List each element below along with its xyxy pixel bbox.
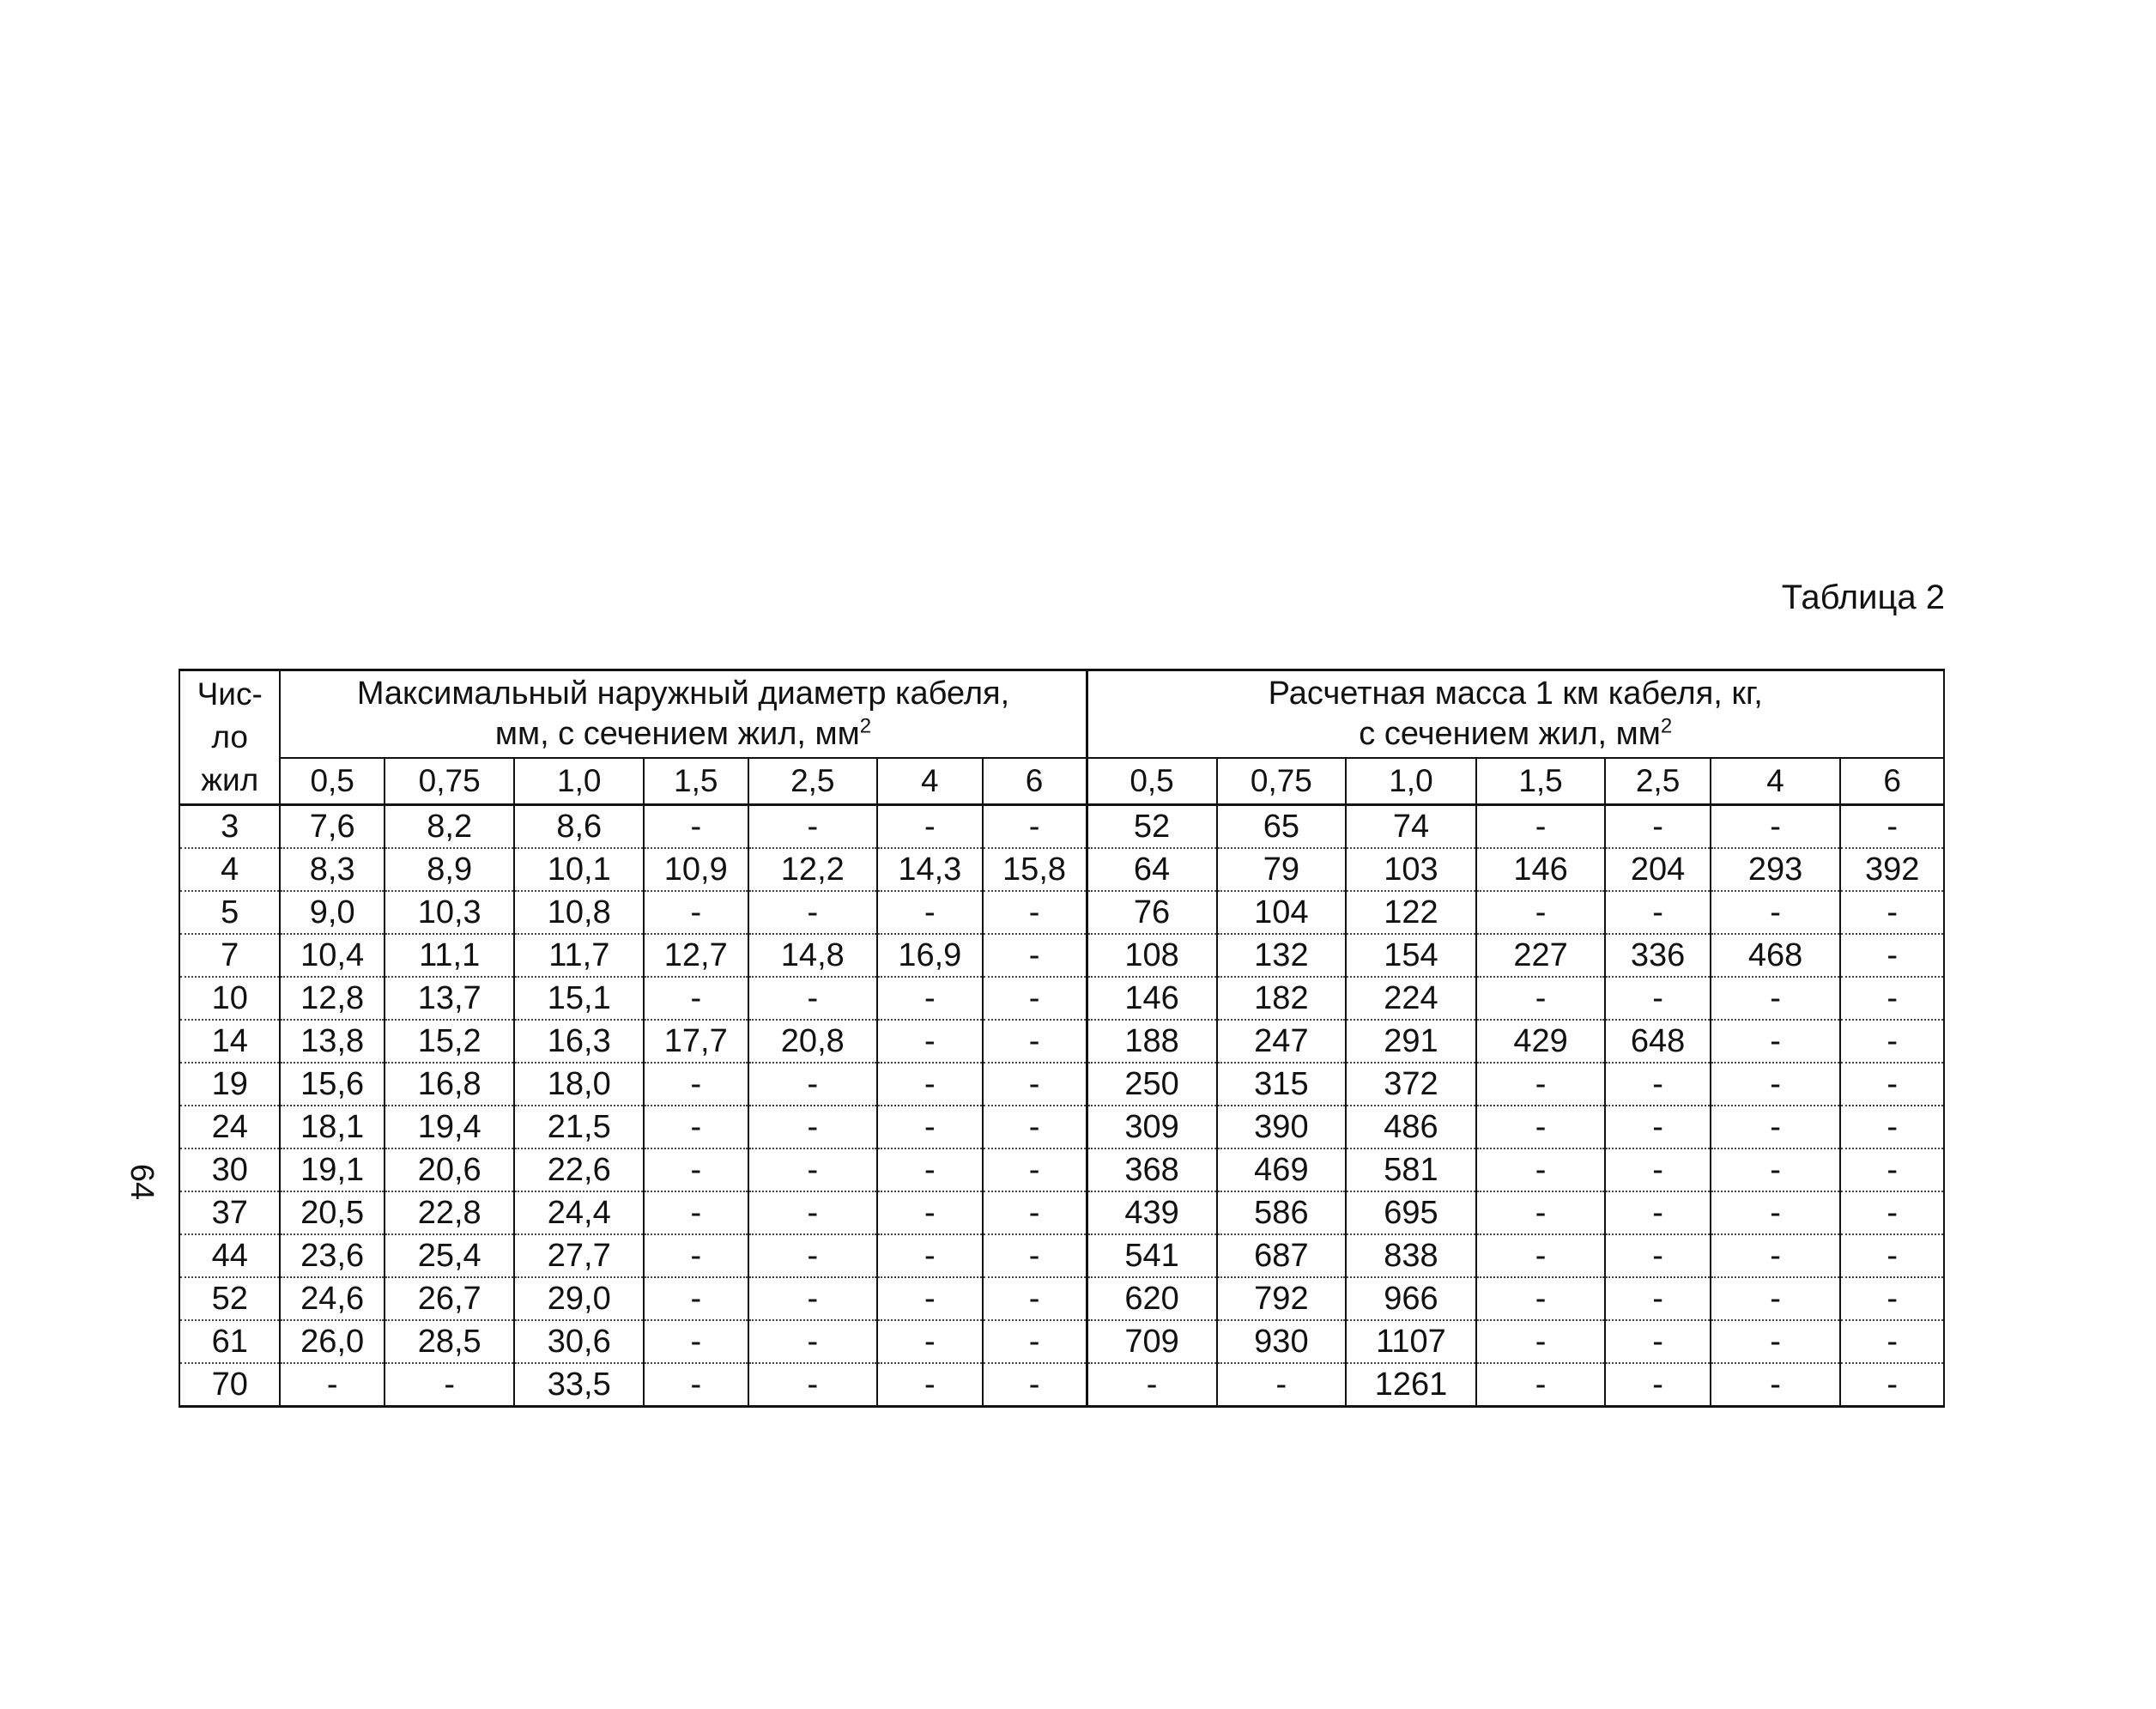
table-cell: 15,2: [385, 1020, 515, 1063]
section-header-cell: 1,0: [514, 758, 644, 805]
table-cell: 146: [1476, 848, 1606, 891]
table-cell: -: [1840, 891, 1944, 934]
table-cell: 27,7: [514, 1234, 644, 1277]
table-cell: 336: [1605, 934, 1710, 977]
section-header-cell: 1,0: [1346, 758, 1476, 805]
table-cell: -: [877, 977, 982, 1020]
table-cell: -: [1840, 934, 1944, 977]
table-cell: 23,6: [280, 1234, 384, 1277]
table-cell: 12,8: [280, 977, 384, 1020]
table-cell: 8,9: [385, 848, 515, 891]
table-cell: 19,1: [280, 1148, 384, 1191]
table-cell: 620: [1087, 1277, 1217, 1320]
page-number: 64: [124, 1163, 160, 1201]
table-row: [179, 1320, 1944, 1363]
table-cell: 18,0: [514, 1063, 644, 1106]
table-cell: 9,0: [280, 891, 384, 934]
table-cell: -: [1711, 1020, 1841, 1063]
table-cell: -: [385, 1363, 515, 1407]
mass-header-line2: [1088, 714, 1943, 755]
section-header-cell: 0,5: [280, 758, 384, 805]
table-body: [179, 805, 1944, 1407]
table-cell: -: [877, 1277, 982, 1320]
table-cell: 439: [1087, 1191, 1217, 1234]
mass-group-header: [1087, 670, 1944, 759]
table-cell: -: [1605, 1363, 1710, 1407]
table-cell: -: [644, 1363, 748, 1407]
table-cell: -: [983, 1320, 1087, 1363]
table-cell: -: [983, 1106, 1087, 1148]
table-cell: 25,4: [385, 1234, 515, 1277]
table-cell: -: [1605, 1277, 1710, 1320]
table-cell: -: [1711, 1234, 1841, 1277]
table-cell: -: [1840, 1063, 1944, 1106]
table-cell: -: [1476, 977, 1606, 1020]
mass-header-line2-text: с сечением жил, мм: [1359, 716, 1661, 752]
cable-data-table: [179, 669, 1945, 1408]
table-cell: -: [1476, 891, 1606, 934]
table-cell: 224: [1346, 977, 1476, 1020]
section-header-cell: 4: [1711, 758, 1841, 805]
section-header-cell: 2,5: [748, 758, 878, 805]
table-cell: -: [1711, 1363, 1841, 1407]
core-count-cell: 14: [179, 1020, 280, 1063]
table-cell: -: [1840, 1148, 1944, 1191]
core-count-cell: 37: [179, 1191, 280, 1234]
table-cell: 368: [1087, 1148, 1217, 1191]
diameter-header-line1: Максимальный наружный диаметр кабеля,: [356, 676, 1010, 712]
table-cell: 838: [1346, 1234, 1476, 1277]
table-cell: -: [748, 1148, 878, 1191]
section-header-cell: 0,75: [1217, 758, 1347, 805]
table-cell: 293: [1711, 848, 1841, 891]
core-count-cell: 70: [179, 1363, 280, 1407]
table-cell: 16,8: [385, 1063, 515, 1106]
table-cell: 687: [1217, 1234, 1347, 1277]
table-cell: 14,3: [877, 848, 982, 891]
table-cell: 648: [1605, 1020, 1710, 1063]
table-cell: 7,6: [280, 805, 384, 849]
table-cell: -: [644, 1148, 748, 1191]
table-cell: 13,7: [385, 977, 515, 1020]
table-cell: -: [644, 805, 748, 849]
table-cell: 792: [1217, 1277, 1347, 1320]
table-cell: 52: [1087, 805, 1217, 849]
table-cell: 10,3: [385, 891, 515, 934]
table-cell: 930: [1217, 1320, 1347, 1363]
table-cell: -: [1476, 1363, 1606, 1407]
table-cell: -: [1711, 1277, 1841, 1320]
core-count-cell: 24: [179, 1106, 280, 1148]
table-cell: -: [877, 1320, 982, 1363]
diameter-header-superscript: 2: [859, 714, 872, 738]
table-cell: 17,7: [644, 1020, 748, 1063]
table-cell: 966: [1346, 1277, 1476, 1320]
table-cell: -: [644, 1106, 748, 1148]
table-cell: 392: [1840, 848, 1944, 891]
table-cell: -: [1840, 1234, 1944, 1277]
core-count-cell: 3: [179, 805, 280, 849]
table-cell: 20,6: [385, 1148, 515, 1191]
table-cell: -: [877, 891, 982, 934]
table-cell: 586: [1217, 1191, 1347, 1234]
table-cell: 16,9: [877, 934, 982, 977]
table-cell: -: [644, 1234, 748, 1277]
table-cell: -: [1605, 1148, 1710, 1191]
table-cell: 26,7: [385, 1277, 515, 1320]
core-count-cell: 30: [179, 1148, 280, 1191]
table-cell: 188: [1087, 1020, 1217, 1063]
diameter-group-header: [280, 670, 1087, 759]
table-cell: 19,4: [385, 1106, 515, 1148]
table-cell: 20,8: [748, 1020, 878, 1063]
table-cell: -: [1476, 1106, 1606, 1148]
table-cell: -: [1711, 1063, 1841, 1106]
table-cell: -: [877, 1063, 982, 1106]
section-header-cell: 6: [983, 758, 1087, 805]
table-cell: -: [1711, 805, 1841, 849]
table-row: [179, 805, 1944, 849]
table-row: [179, 1191, 1944, 1234]
table-cell: 10,4: [280, 934, 384, 977]
table-cell: 581: [1346, 1148, 1476, 1191]
table-cell: 29,0: [514, 1277, 644, 1320]
table-cell: 15,6: [280, 1063, 384, 1106]
table-row: [179, 1106, 1944, 1148]
table-cell: -: [748, 977, 878, 1020]
table-cell: 132: [1217, 934, 1347, 977]
table-cell: -: [1840, 1191, 1944, 1234]
core-count-header-line: жил: [201, 762, 259, 797]
mass-header-line1: Расчетная масса 1 км кабеля, кг,: [1268, 676, 1763, 712]
table-cell: -: [1605, 805, 1710, 849]
table-cell: -: [1605, 1063, 1710, 1106]
table-row: [179, 1277, 1944, 1320]
table-cell: 315: [1217, 1063, 1347, 1106]
table-cell: -: [1840, 1320, 1944, 1363]
table-cell: 154: [1346, 934, 1476, 977]
table-cell: 12,7: [644, 934, 748, 977]
table-cell: -: [983, 1234, 1087, 1277]
table-row: [179, 1063, 1944, 1106]
table-cell: -: [1605, 977, 1710, 1020]
table-cell: 469: [1217, 1148, 1347, 1191]
table-cell: -: [748, 1063, 878, 1106]
table-cell: -: [1840, 1020, 1944, 1063]
table-cell: -: [1711, 1148, 1841, 1191]
table-row: [179, 1020, 1944, 1063]
table-cell: 204: [1605, 848, 1710, 891]
table-cell: -: [748, 1363, 878, 1407]
table-cell: 21,5: [514, 1106, 644, 1148]
table-cell: -: [983, 1191, 1087, 1234]
table-cell: 26,0: [280, 1320, 384, 1363]
table-cell: -: [1605, 1320, 1710, 1363]
table-cell: -: [280, 1363, 384, 1407]
table-cell: -: [1476, 1234, 1606, 1277]
table-cell: -: [644, 977, 748, 1020]
table-cell: 22,6: [514, 1148, 644, 1191]
table-cell: 486: [1346, 1106, 1476, 1148]
table-cell: 33,5: [514, 1363, 644, 1407]
table-cell: -: [983, 891, 1087, 934]
table-cell: -: [983, 1020, 1087, 1063]
table-cell: -: [877, 1234, 982, 1277]
table-cell: 227: [1476, 934, 1606, 977]
table-cell: 11,7: [514, 934, 644, 977]
section-header-cell: 4: [877, 758, 982, 805]
table-cell: 8,3: [280, 848, 384, 891]
table-cell: 15,1: [514, 977, 644, 1020]
table-cell: -: [983, 934, 1087, 977]
core-count-cell: 44: [179, 1234, 280, 1277]
table-cell: -: [644, 891, 748, 934]
table-cell: -: [1711, 1106, 1841, 1148]
table-cell: -: [983, 1063, 1087, 1106]
table-cell: 1261: [1346, 1363, 1476, 1407]
table-cell: -: [877, 1106, 982, 1148]
table-cell: -: [644, 1277, 748, 1320]
table-cell: -: [983, 1148, 1087, 1191]
core-count-header-line: ло: [211, 719, 249, 755]
table-cell: -: [983, 977, 1087, 1020]
table-cell: 390: [1217, 1106, 1347, 1148]
table-cell: 291: [1346, 1020, 1476, 1063]
table-cell: -: [748, 1234, 878, 1277]
section-header-cell: 1,5: [644, 758, 748, 805]
table-cell: 108: [1087, 934, 1217, 977]
table-cell: 250: [1087, 1063, 1217, 1106]
table-cell: 309: [1087, 1106, 1217, 1148]
table-cell: -: [983, 805, 1087, 849]
table-cell: -: [748, 1277, 878, 1320]
table-cell: -: [1476, 805, 1606, 849]
table-cell: 10,8: [514, 891, 644, 934]
table-cell: -: [877, 1148, 982, 1191]
table-cell: -: [983, 1277, 1087, 1320]
table-cell: 28,5: [385, 1320, 515, 1363]
section-header-row: [179, 758, 1944, 805]
table-cell: 103: [1346, 848, 1476, 891]
table-cell: -: [1711, 977, 1841, 1020]
table-cell: -: [748, 805, 878, 849]
section-header-cell: 1,5: [1476, 758, 1606, 805]
table-caption: Таблица 2: [1781, 579, 1945, 616]
table-cell: 372: [1346, 1063, 1476, 1106]
table-cell: -: [877, 1191, 982, 1234]
core-count-header-line: Чис-: [197, 676, 263, 712]
table-cell: 182: [1217, 977, 1347, 1020]
table-cell: -: [748, 1106, 878, 1148]
table-cell: -: [644, 1191, 748, 1234]
table-cell: 695: [1346, 1191, 1476, 1234]
section-header-cell: 0,75: [385, 758, 515, 805]
diameter-header-line2-text: мм, с сечением жил, мм: [494, 716, 860, 752]
table-row: [179, 891, 1944, 934]
table-cell: -: [748, 1320, 878, 1363]
table-cell: 8,6: [514, 805, 644, 849]
diameter-header-line2: [281, 714, 1085, 755]
table-cell: 12,2: [748, 848, 878, 891]
core-count-cell: 5: [179, 891, 280, 934]
section-header-cell: 0,5: [1087, 758, 1217, 805]
table-cell: -: [1605, 891, 1710, 934]
table-cell: -: [1217, 1363, 1347, 1407]
table-cell: 20,5: [280, 1191, 384, 1234]
table-cell: -: [1840, 977, 1944, 1020]
table-cell: -: [877, 805, 982, 849]
table-cell: 11,1: [385, 934, 515, 977]
table-cell: 22,8: [385, 1191, 515, 1234]
table-cell: 24,6: [280, 1277, 384, 1320]
table-cell: -: [1605, 1191, 1710, 1234]
table-cell: -: [1605, 1234, 1710, 1277]
section-header-cell: 2,5: [1605, 758, 1710, 805]
mass-header-superscript: 2: [1660, 714, 1673, 738]
table-cell: -: [1840, 1363, 1944, 1407]
table-row: [179, 1148, 1944, 1191]
table-row: [179, 1363, 1944, 1407]
core-count-cell: 52: [179, 1277, 280, 1320]
table-cell: -: [1476, 1148, 1606, 1191]
table-row: [179, 848, 1944, 891]
table-cell: 122: [1346, 891, 1476, 934]
table-cell: -: [1476, 1191, 1606, 1234]
table-cell: -: [1840, 1106, 1944, 1148]
table-cell: -: [1476, 1063, 1606, 1106]
table-cell: 468: [1711, 934, 1841, 977]
table-cell: 709: [1087, 1320, 1217, 1363]
table-cell: 76: [1087, 891, 1217, 934]
core-count-cell: 19: [179, 1063, 280, 1106]
table-cell: -: [877, 1363, 982, 1407]
core-count-cell: 4: [179, 848, 280, 891]
table-cell: 247: [1217, 1020, 1347, 1063]
table-cell: 74: [1346, 805, 1476, 849]
table-cell: -: [1476, 1320, 1606, 1363]
table-cell: 1107: [1346, 1320, 1476, 1363]
table-cell: 10,9: [644, 848, 748, 891]
table-cell: 18,1: [280, 1106, 384, 1148]
core-count-cell: 7: [179, 934, 280, 977]
table-cell: -: [1711, 1320, 1841, 1363]
core-count-cell: 10: [179, 977, 280, 1020]
table-cell: 24,4: [514, 1191, 644, 1234]
table-cell: 30,6: [514, 1320, 644, 1363]
table-cell: -: [644, 1320, 748, 1363]
table-cell: 146: [1087, 977, 1217, 1020]
table-cell: 429: [1476, 1020, 1606, 1063]
table-cell: 8,2: [385, 805, 515, 849]
core-count-cell: 61: [179, 1320, 280, 1363]
table-cell: 541: [1087, 1234, 1217, 1277]
table-row: [179, 934, 1944, 977]
table-cell: -: [1476, 1277, 1606, 1320]
table-cell: 15,8: [983, 848, 1087, 891]
table-cell: 16,3: [514, 1020, 644, 1063]
table-cell: -: [748, 891, 878, 934]
table-cell: 13,8: [280, 1020, 384, 1063]
table-row: [179, 1234, 1944, 1277]
table-cell: -: [1605, 1106, 1710, 1148]
table-cell: 64: [1087, 848, 1217, 891]
core-count-header: [179, 670, 280, 805]
table-cell: 79: [1217, 848, 1347, 891]
table-cell: 65: [1217, 805, 1347, 849]
table-cell: -: [877, 1020, 982, 1063]
table-row: [179, 977, 1944, 1020]
table-cell: -: [1711, 1191, 1841, 1234]
table-cell: 104: [1217, 891, 1347, 934]
table-cell: -: [1840, 805, 1944, 849]
section-header-cell: 6: [1840, 758, 1944, 805]
table-cell: -: [983, 1363, 1087, 1407]
table-cell: -: [748, 1191, 878, 1234]
table-cell: -: [644, 1063, 748, 1106]
table-cell: -: [1711, 891, 1841, 934]
table-cell: -: [1087, 1363, 1217, 1407]
table-cell: 10,1: [514, 848, 644, 891]
table-cell: -: [1840, 1277, 1944, 1320]
table-cell: 14,8: [748, 934, 878, 977]
